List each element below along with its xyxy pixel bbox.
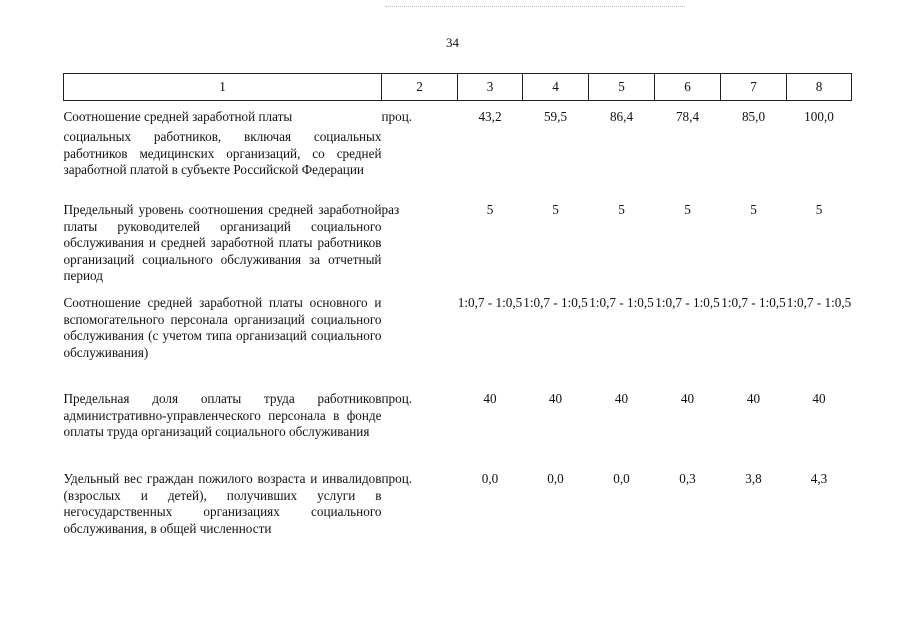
- column-header: 6: [655, 74, 721, 101]
- row-unit: проц.: [381, 391, 413, 406]
- column-header: 3: [458, 74, 523, 101]
- row-unit: [382, 295, 458, 391]
- row-value: 5: [486, 202, 494, 217]
- row-description: Предельный уровень соотношения средней заработной платы руководителей организаций социального обслуживания и средней заработной платы работников организаций социального обслуживания за отчетный период: [63, 202, 382, 284]
- row-value: 5: [750, 202, 757, 217]
- row-value: 40: [614, 391, 629, 406]
- row-value: 40: [680, 391, 695, 406]
- row-value: 3,8: [745, 471, 762, 486]
- column-header: 5: [589, 74, 655, 101]
- row-unit: проц.: [381, 109, 413, 124]
- table-row-continuation: [64, 129, 852, 202]
- row-value: 1:0,7 - 1:0,5: [786, 295, 852, 310]
- table-row: [64, 202, 852, 295]
- row-value: 5: [684, 202, 691, 217]
- row-unit: раз: [381, 202, 400, 217]
- column-header: 8: [787, 74, 852, 101]
- row-value: 1:0,7 - 1:0,5: [523, 295, 588, 310]
- row-value: 1:0,7 - 1:0,5: [457, 295, 523, 310]
- row-value: 59,5: [543, 109, 568, 124]
- row-value: 40: [548, 391, 563, 406]
- column-header: 4: [523, 74, 589, 101]
- row-value: 0,0: [547, 471, 564, 486]
- row-value: 40: [483, 391, 497, 406]
- page-number: 34: [446, 35, 459, 50]
- row-description: Предельная доля оплаты труда работников административно-управленческого персонала в фонде оплаты труда организаций социального обслуживания: [63, 391, 382, 440]
- row-value: 100,0: [804, 109, 834, 124]
- row-value: 85,0: [741, 109, 766, 124]
- row-value: 40: [746, 391, 761, 406]
- table-row: [64, 295, 852, 391]
- column-header: 1: [64, 74, 382, 101]
- table-row: [64, 101, 852, 130]
- row-value: 5: [618, 202, 625, 217]
- row-value: 0,3: [679, 471, 696, 486]
- column-header: 2: [382, 74, 458, 101]
- column-header: 7: [721, 74, 787, 101]
- row-value: 4,3: [810, 471, 828, 486]
- row-description: Соотношение средней заработной платы: [63, 109, 293, 124]
- header-row: [64, 74, 852, 101]
- table-row: [64, 471, 852, 541]
- row-value: 40: [812, 391, 826, 406]
- row-description: Удельный вес граждан пожилого возраста и инвалидов (взрослых и детей), получивших услуги в негосударственных организациях социального обслуживания, в общей численности: [63, 471, 382, 536]
- row-value: 1:0,7 - 1:0,5: [589, 295, 654, 310]
- row-value: 0,0: [613, 471, 630, 486]
- row-value: 78,4: [675, 109, 700, 124]
- row-value: 0,0: [481, 471, 499, 486]
- row-value: 86,4: [609, 109, 634, 124]
- row-value: 1:0,7 - 1:0,5: [655, 295, 720, 310]
- row-description: социальных работников, включая социальных работников медицинских организаций, со средней заработной платой в субъекте Российской Федерации: [63, 129, 382, 178]
- row-description: Соотношение средней заработной платы основного и вспомогательного персонала организаций социального обслуживания (с учетом типа организаций социального обслуживания): [63, 295, 382, 360]
- indicator-table: [63, 73, 852, 541]
- row-value: 1:0,7 - 1:0,5: [721, 295, 786, 310]
- table-row: [64, 391, 852, 471]
- row-value: 43,2: [478, 109, 502, 124]
- row-value: 5: [815, 202, 823, 217]
- top-scan-rule: [385, 6, 685, 7]
- row-value: 5: [552, 202, 559, 217]
- row-unit: проц.: [381, 471, 413, 486]
